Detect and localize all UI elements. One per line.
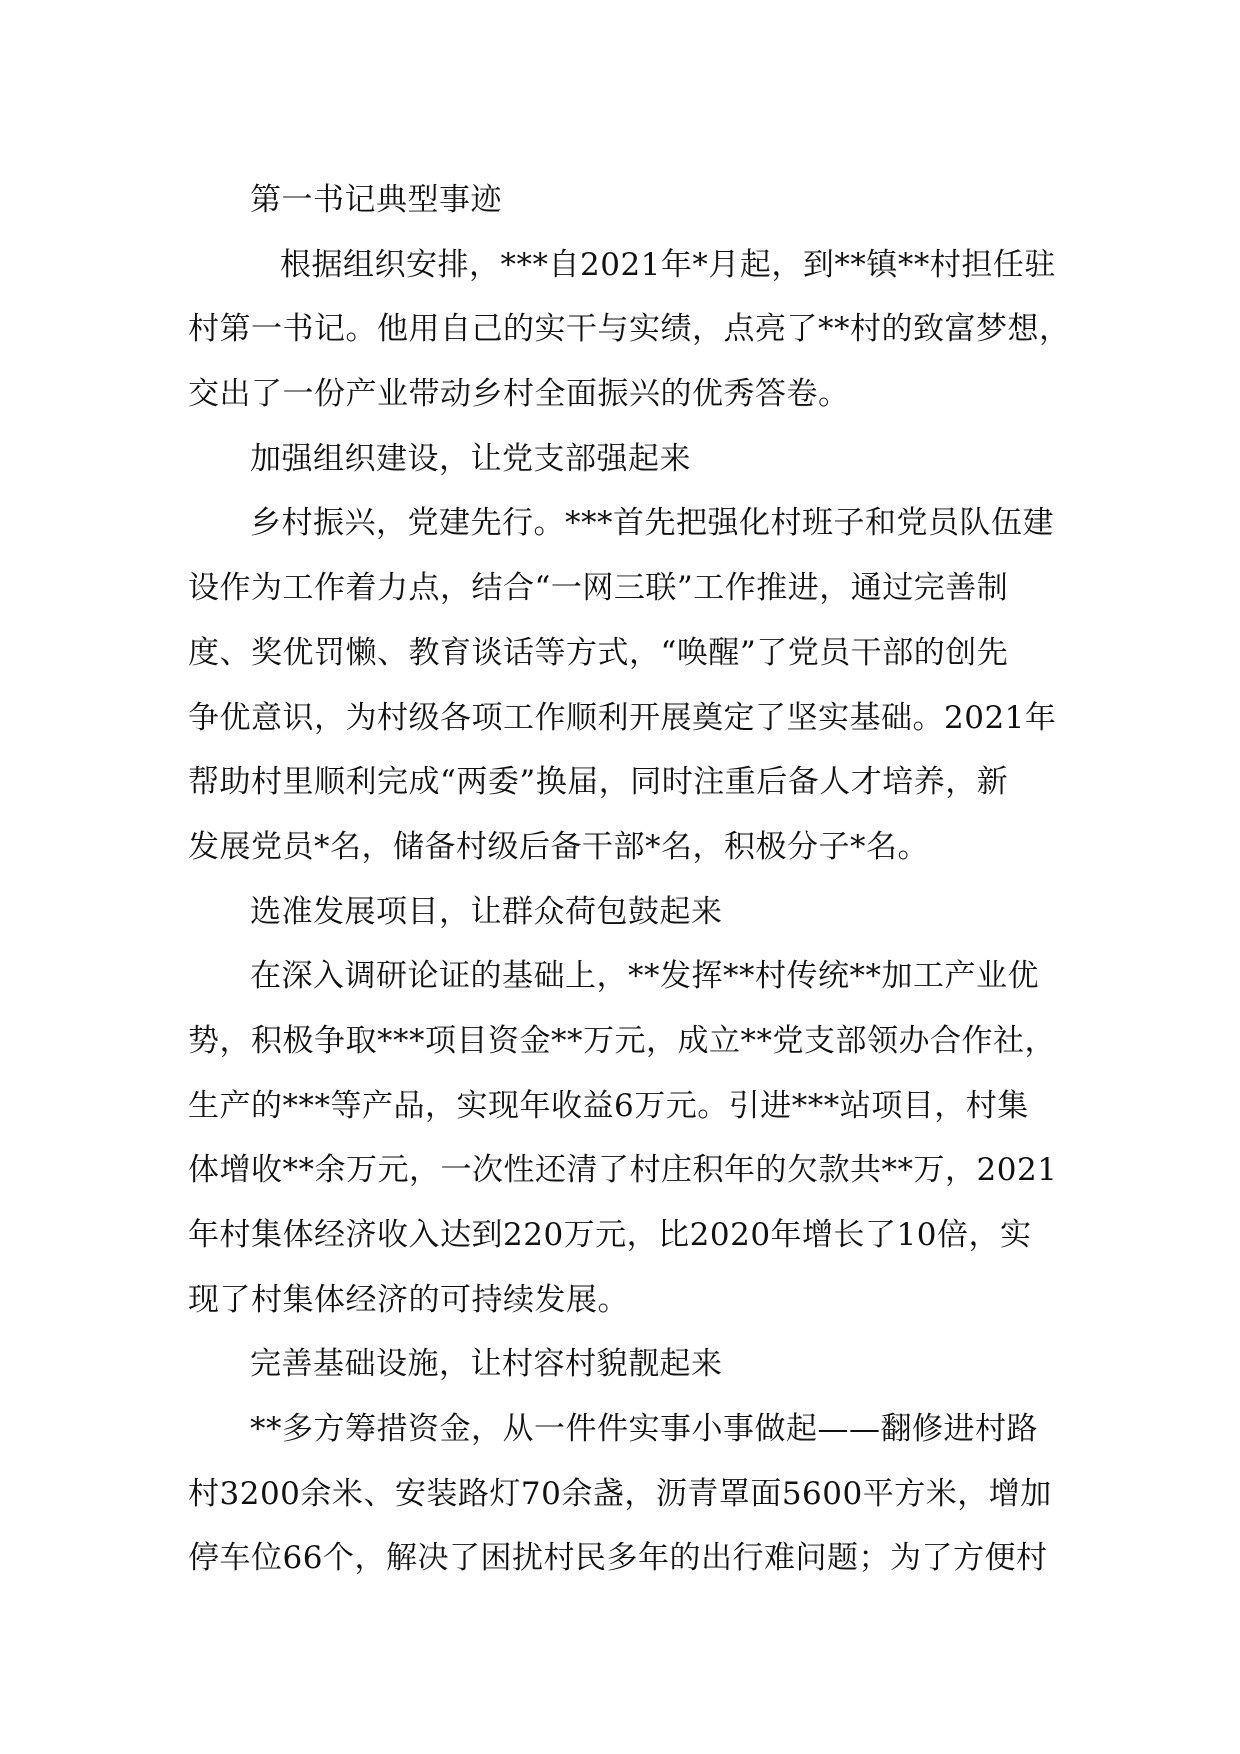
section-heading: 选准发展项目，让群众荷包鼓起来 [250, 893, 723, 930]
section-heading: 完善基础设施，让村容村貌靓起来 [250, 1346, 723, 1383]
paragraph-line: **多方筹措资金，从一件件实事小事做起——翻修进村路 [250, 1411, 1038, 1448]
intro-line: 村第一书记。他用自己的实干与实绩，点亮了**村的致富梦想， [188, 311, 1071, 348]
paragraph-line: 争优意识，为村级各项工作顺利开展奠定了坚实基础。2021年 [188, 699, 1057, 736]
paragraph-line: 体增收**余万元，一次性还清了村庄积年的欠款共**万，2021 [188, 1152, 1058, 1189]
paragraph-line: 现了村集体经济的可持续发展。 [188, 1281, 629, 1318]
paragraph-line: 势，积极争取***项目资金**万元，成立**党支部领办合作社， [188, 1022, 1056, 1059]
paragraph-line: 乡村振兴，党建先行。***首先把强化村班子和党员队伍建 [250, 505, 1054, 542]
intro-line: 交出了一份产业带动乡村全面振兴的优秀答卷。 [188, 376, 850, 413]
paragraph-line: 年村集体经济收入达到220万元，比2020年增长了10倍，实 [188, 1217, 1032, 1253]
intro-line: 根据组织安排，***自2021年*月起，到**镇**村担任驻 [280, 246, 1056, 283]
section-heading: 加强组织建设，让党支部强起来 [250, 440, 691, 477]
paragraph-line: 生产的***等产品，实现年收益6万元。引进***站项目，村集 [188, 1087, 1029, 1124]
document-page [188, 168, 1078, 1591]
paragraph-line: 村3200余米、安装路灯70余盏，沥青罩面5600平方米，增加 [188, 1475, 1052, 1512]
document-title: 第一书记典型事迹 [250, 182, 502, 218]
paragraph-line: 设作为工作着力点，结合“一网三联”工作推进，通过完善制 [188, 570, 1009, 607]
paragraph-line: 度、奖优罚懒、教育谈话等方式，“唤醒”了党员干部的创先 [188, 634, 1009, 671]
paragraph-line: 停车位66个，解决了困扰村民多年的出行难问题；为了方便村 [188, 1540, 1048, 1577]
paragraph-line: 发展党员*名，储备村级后备干部*名，积极分子*名。 [188, 828, 929, 865]
paragraph-line: 帮助村里顺利完成“两委”换届，同时注重后备人才培养，新 [188, 764, 1009, 801]
paragraph-line: 在深入调研论证的基础上，**发挥**村传统**加工产业优 [250, 958, 1039, 995]
